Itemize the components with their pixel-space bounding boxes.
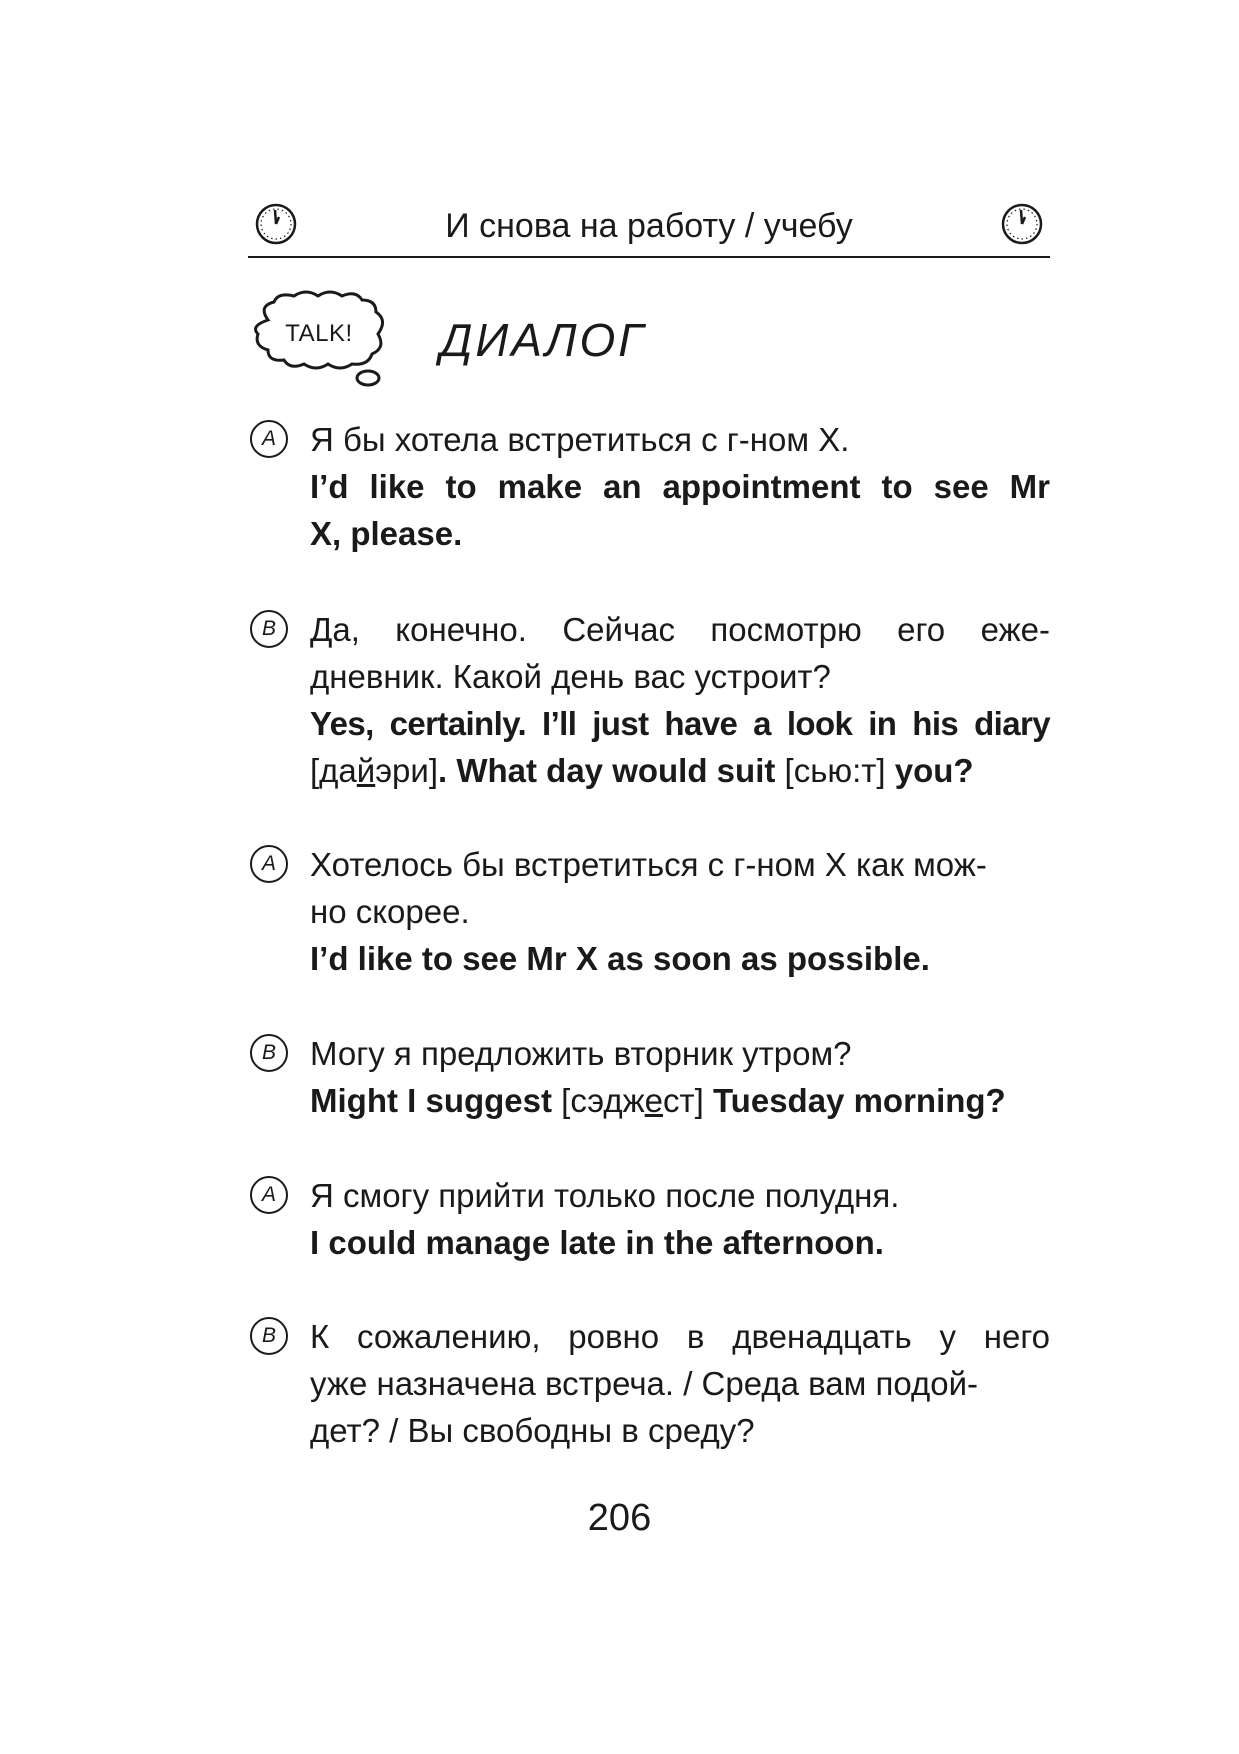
english-text: you? xyxy=(894,752,974,789)
russian-line: Я смогу прийти только после полудня. xyxy=(310,1177,900,1214)
stressed-syllable: е xyxy=(644,1082,664,1119)
russian-line: дневник. Какой день вас устроит? xyxy=(310,658,831,695)
russian-line: дет? / Вы свободны в среду? xyxy=(310,1412,755,1449)
russian-line: но скорее. xyxy=(310,893,470,930)
header-title: И снова на работу / учебу xyxy=(445,207,853,245)
speaker-marker: B xyxy=(250,1034,288,1072)
transcription: [сью:т] xyxy=(775,752,895,789)
speaker-marker: A xyxy=(250,1176,288,1214)
english-line: X, please. xyxy=(310,515,463,552)
russian-line: Да, конечно. Сейчас посмотрю его еже- xyxy=(310,611,1050,648)
clock-icon xyxy=(1000,202,1044,246)
english-line: Yes, certainly. I’ll just have a look in his diary xyxy=(310,705,1050,742)
talk-badge xyxy=(248,290,398,398)
page-header xyxy=(248,198,1050,258)
speaker-marker: A xyxy=(250,420,288,458)
english-line-with-transcription xyxy=(310,1077,1050,1124)
speaker-marker: B xyxy=(250,1317,288,1355)
russian-line: Могу я предложить вторник утром? xyxy=(310,1035,852,1072)
russian-line: Хотелось бы встретиться с г-ном X как мож- xyxy=(310,846,987,883)
english-line: I’d like to make an appointment to see Mr xyxy=(310,468,1050,505)
speaker-marker: A xyxy=(250,845,288,883)
section-title: ДИАЛОГ xyxy=(440,314,647,366)
speaker-marker: B xyxy=(250,610,288,648)
russian-line: уже назначена встреча. / Среда вам подой- xyxy=(310,1365,979,1402)
stressed-syllable: й xyxy=(356,752,376,789)
transcription: [да xyxy=(310,752,357,789)
talk-label: TALK! xyxy=(285,320,353,347)
english-line: I could manage late in the afternoon. xyxy=(310,1224,884,1261)
english-text: . What day would suit xyxy=(438,752,776,789)
english-line-with-transcription xyxy=(310,747,1050,794)
transcription: ст] xyxy=(663,1082,713,1119)
transcription: [сэдж xyxy=(552,1082,645,1119)
transcription: эри] xyxy=(375,752,439,789)
english-text: Tuesday morning? xyxy=(712,1082,1006,1119)
page-number: 206 xyxy=(587,1497,652,1539)
russian-line: Я бы хотела встретиться с г-ном X. xyxy=(310,421,850,458)
russian-line: К сожалению, ровно в двенадцать у него xyxy=(310,1318,1050,1355)
english-text: Might I suggest xyxy=(310,1082,552,1119)
english-line: I’d like to see Mr X as soon as possible. xyxy=(310,940,930,977)
